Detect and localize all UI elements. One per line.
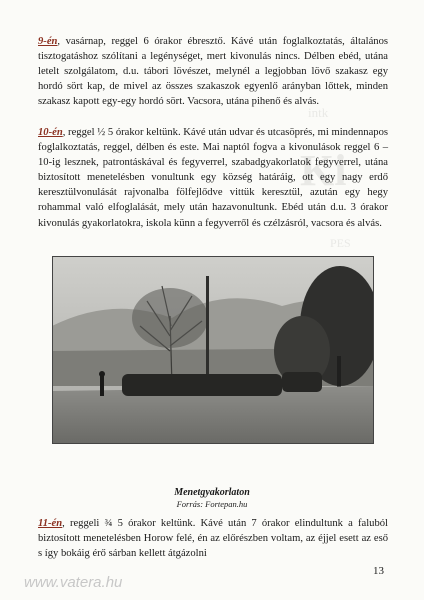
background-watermark: Ki (300, 146, 347, 195)
entry-text: , vasárnap, reggel 6 órakor ébresztő. Kávé után foglalkoztatás, általános tisztogatáshoz szólítani a legénységet, mert kivonulás nincs. Délben ebéd, utána letelt szolgálatom, d.u. tábori lövészet, melynél a legjobban lövő szakasz egy hordó sört kap, de mivel az összes szakaszok egyenlő arányban lőttek, minden szakasz kapott egy-egy hordó sört. Vacsora, utána pihenő és alvás. (38, 36, 388, 108)
entry-text: , reggel ½ 5 órakor keltünk. Kávé után udvar és utcasöprés, mi mindennapos foglalkoztatás, reggel, délben és este. Mai naptól fogva a kivonulások reggel 6 – 10-ig lesznek, patrontáskával és fegyverrel, szabadgyakorlatok fegyverrel, utána biztosított menetelésben vonultunk egy község határáig, ott egy nagy erdő keresztülvonulását rajvonalba fölfejlődve vittük keresztül, azután egy hegy rohammal való elfoglalását, mely után hazavonultunk. Ebéd után d.u. 3 órakor kivonulás gyakorlatokra, iskola künn a fegyverről és czélzásról, vacsora és alvás. (38, 127, 388, 229)
photo-caption-source: Forrás: Fortepan.hu (176, 499, 248, 509)
entry-text: , reggeli ¾ 5 órakor keltünk. Kávé után 7 órakor elindultunk a faluból biztosított menetelésben Horow felé, én az előrészben voltam, az éjjel esett az eső s így bokáig érő sárban kellett átgázolni (38, 518, 388, 560)
background-watermark-2: intk (308, 105, 329, 120)
vatera-watermark: www.vatera.hu (24, 574, 123, 591)
photo-image (52, 256, 374, 444)
entry-date: 9-én (38, 36, 58, 47)
paragraph-9 (38, 34, 388, 109)
page-number: 13 (373, 565, 384, 577)
paragraph-11 (38, 516, 388, 561)
historical-photo (52, 256, 374, 444)
paragraph-10 (38, 125, 388, 231)
photo-caption-title: Menetgyakorlaton (174, 487, 250, 498)
entry-date: 10-én (38, 127, 63, 138)
entry-date: 11-én (38, 518, 63, 529)
background-watermark-3: PES (330, 236, 351, 250)
